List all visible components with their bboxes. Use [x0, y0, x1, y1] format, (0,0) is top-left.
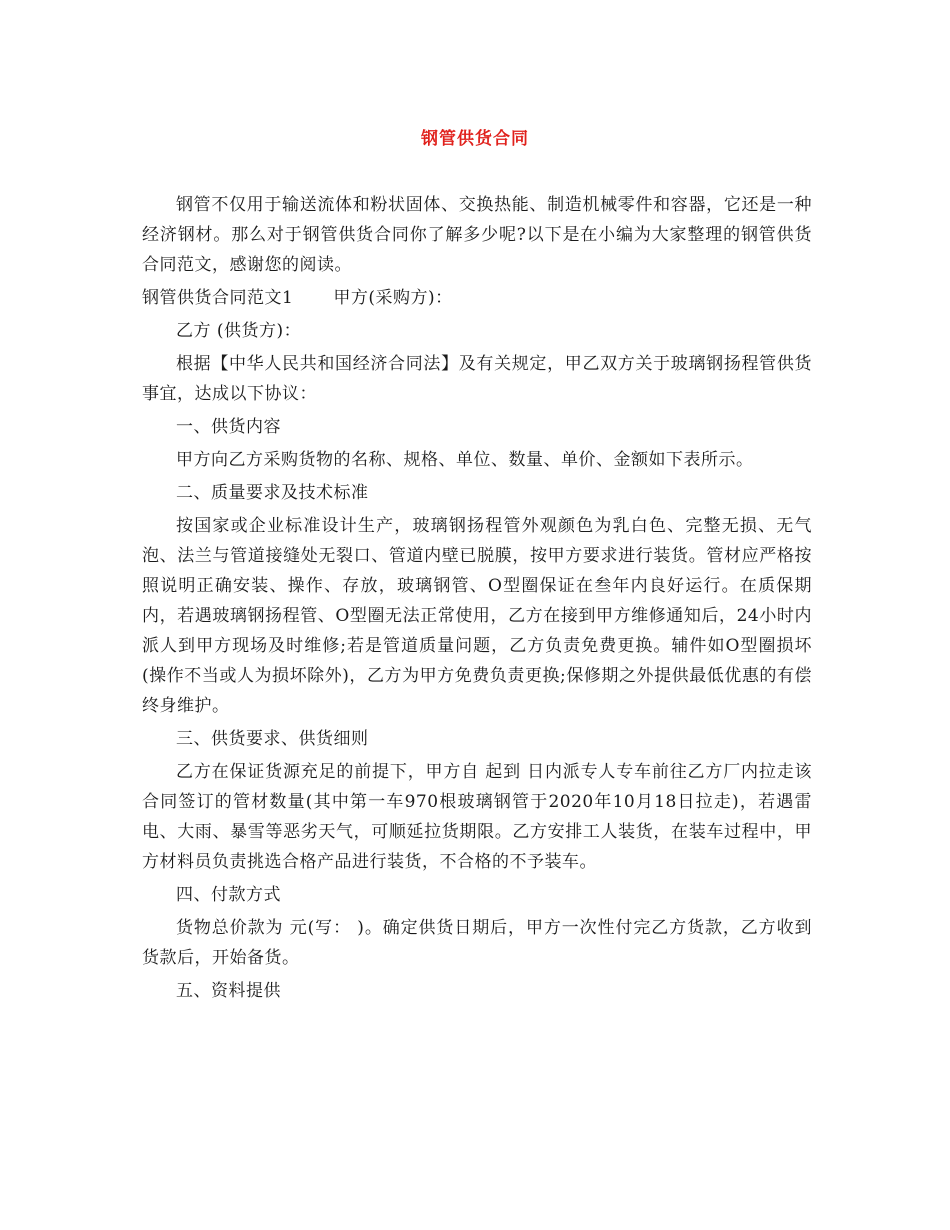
section-4-title: 四、付款方式: [176, 885, 281, 905]
party-b-label: 乙方 (供货方)：: [176, 321, 302, 341]
sample-heading: 钢管供货合同范文1: [142, 288, 294, 308]
section-3-title: 三、供货要求、供货细则: [176, 729, 369, 749]
sample-heading-row: [142, 283, 812, 313]
document-body: [142, 190, 812, 1009]
section-3-body: 乙方在保证货源充足的前提下，甲方自 起到 日内派专人专车前往乙方厂内拉走该合同签订的管材数量(其中第一车970根玻璃钢管于2020年10月18日拉走)，若遇雷电、大雨、暴雪等恶劣天气，可顺延拉货期限。乙方安排工人装货，在装车过程中，甲方材料员负责挑选合格产品进行装货，不合格的不予装车。: [142, 762, 812, 872]
section-5-title: 五、资料提供: [176, 981, 281, 1001]
party-a-label: 甲方(采购方)：: [333, 288, 453, 308]
section-1-title: 一、供货内容: [176, 417, 281, 437]
section-2-body: 按国家或企业标准设计生产，玻璃钢扬程管外观颜色为乳白色、完整无损、无气泡、法兰与管道接缝处无裂口、管道内壁已脱膜，按甲方要求进行装货。管材应严格按照说明正确安装、操作、存放，玻璃钢管、O型圈保证在叁年内良好运行。在质保期内，若遇玻璃钢扬程管、O型圈无法正常使用，乙方在接到甲方维修通知后，24小时内派人到甲方现场及时维修;若是管道质量问题，乙方负责免费更换。辅件如O型圈损坏(操作不当或人为损坏除外)，乙方为甲方免费负责更换;保修期之外提供最低优惠的有偿终身维护。: [142, 516, 812, 716]
document-title: 钢管供货合同: [421, 129, 529, 149]
section-4-body: 货物总价款为 元(写： )。确定供货日期后，甲方一次性付完乙方货款，乙方收到货款后，开始备货。: [142, 918, 812, 968]
basis-paragraph: 根据【中华人民共和国经济合同法】及有关规定，甲乙双方关于玻璃钢扬程管供货事宜，达成以下协议：: [142, 354, 812, 404]
section-1-body: 甲方向乙方采购货物的名称、规格、单位、数量、单价、金额如下表所示。: [176, 450, 754, 470]
section-2-title: 二、质量要求及技术标准: [176, 483, 369, 503]
intro-paragraph: 钢管不仅用于输送流体和粉状固体、交换热能、制造机械零件和容器，它还是一种经济钢材。那么对于钢管供货合同你了解多少呢?以下是在小编为大家整理的钢管供货合同范文，感谢您的阅读。: [142, 195, 812, 275]
